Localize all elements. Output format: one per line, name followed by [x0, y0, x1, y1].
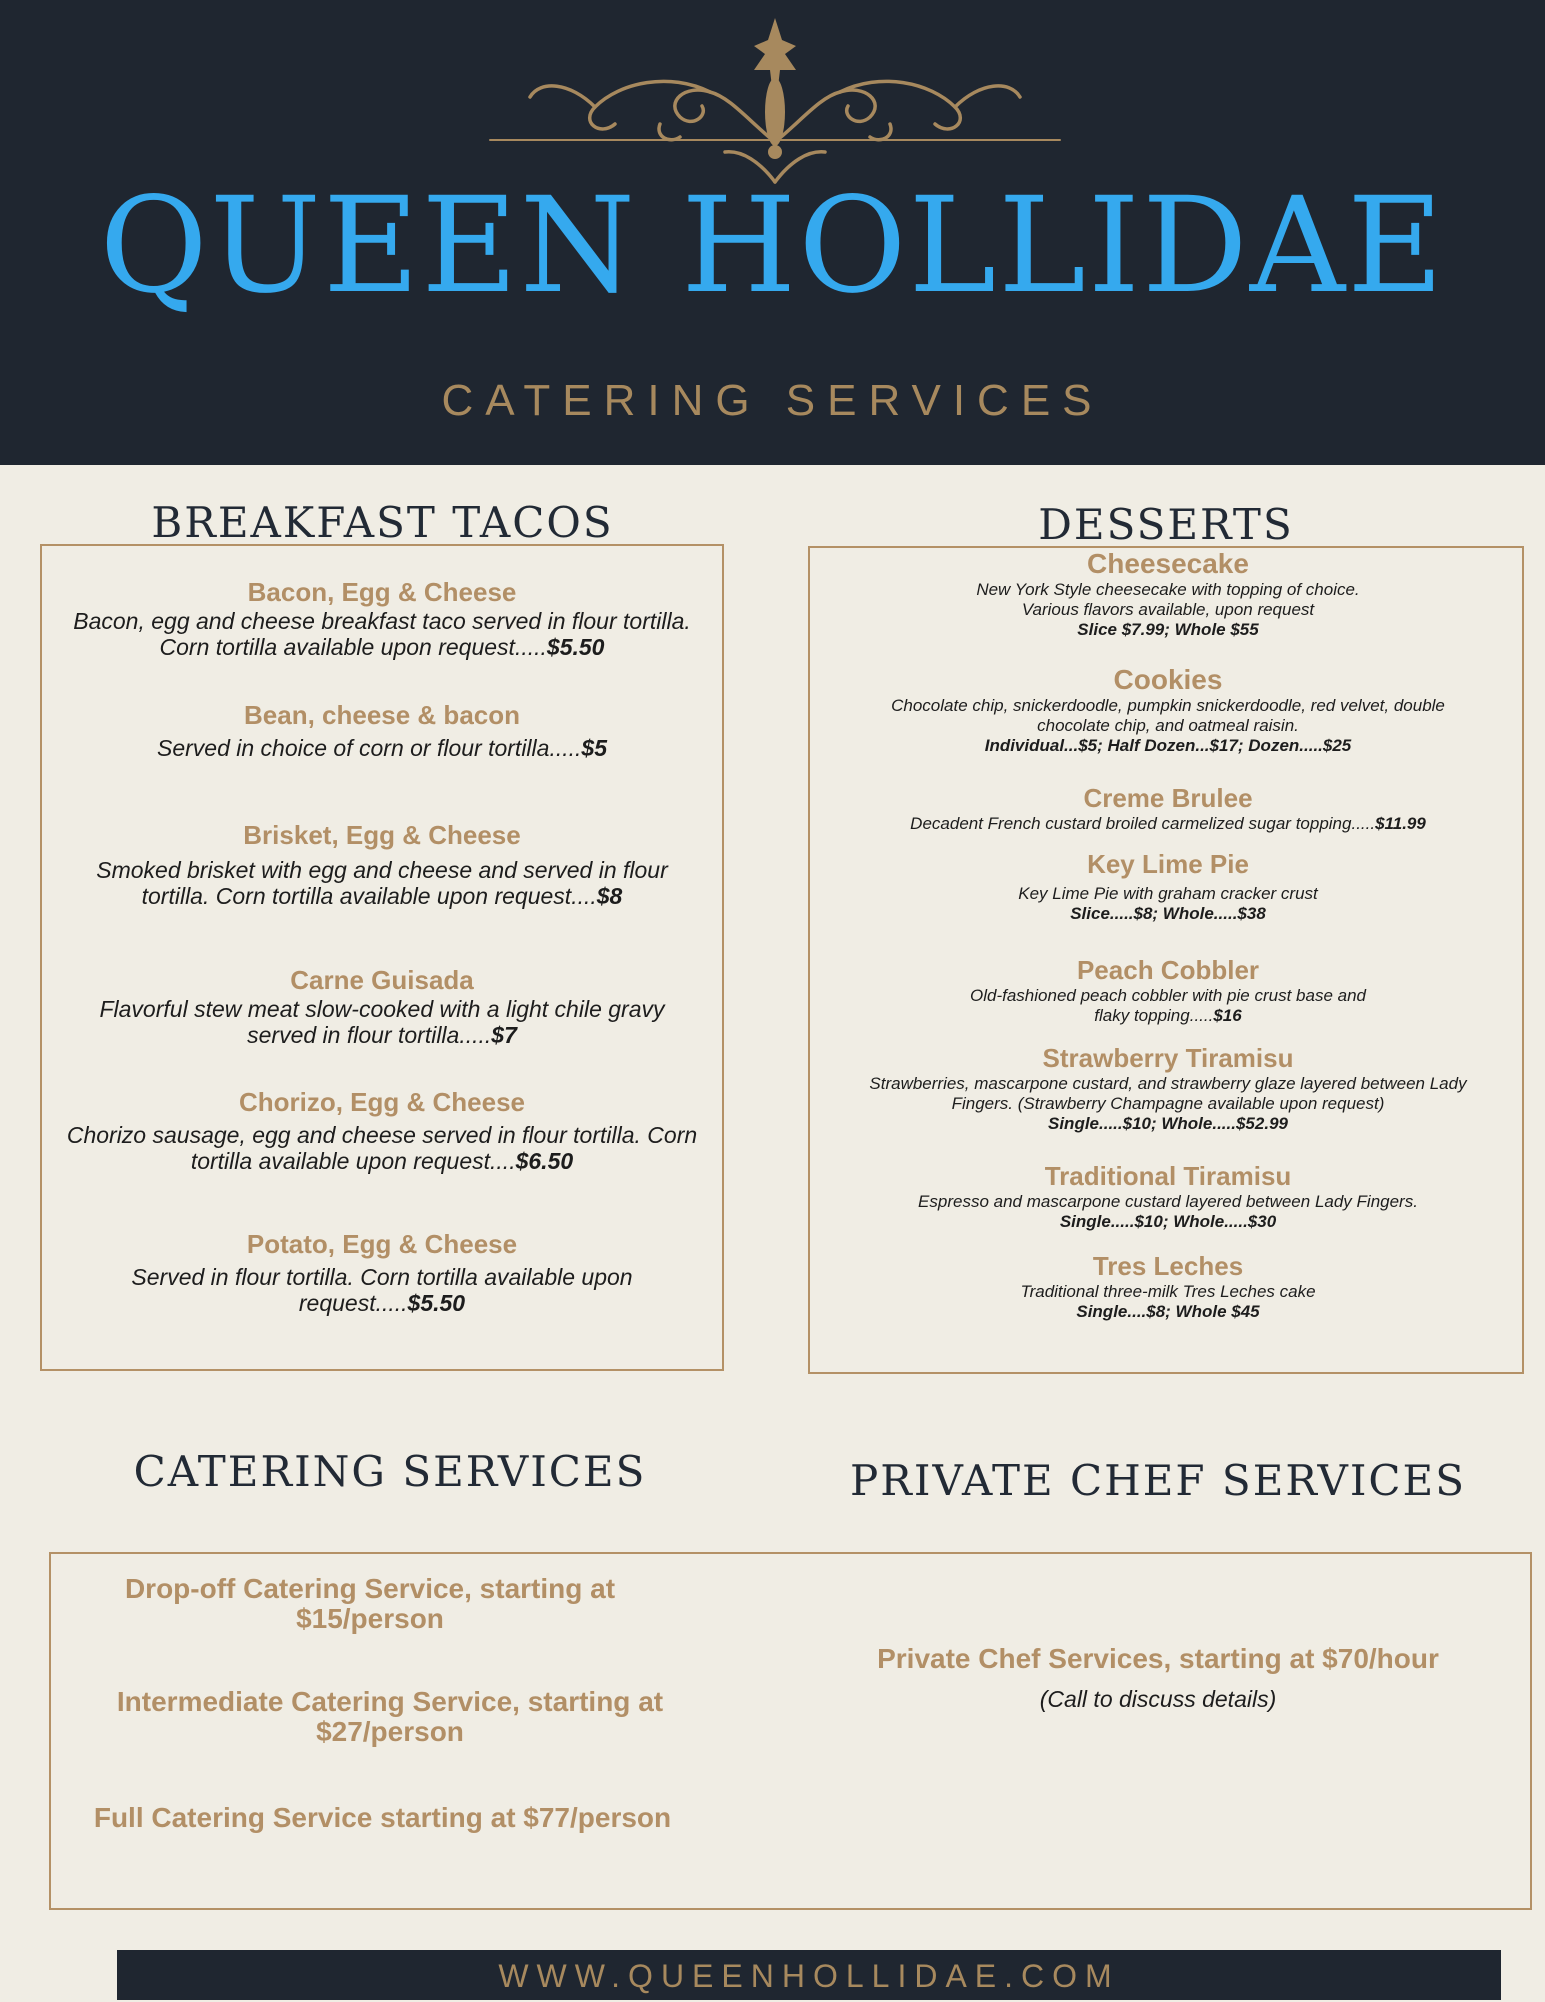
item-name: Traditional Tiramisu — [1044, 1161, 1292, 1191]
private-chef-offer: Private Chef Services, starting at $70/hour — [877, 1643, 1439, 1674]
item-description: Served in flour tortilla. Corn tortilla available upon request.....$5.50 — [131, 1264, 633, 1316]
item-price: Slice.....$8; Whole.....$38 — [1070, 904, 1266, 923]
item-name: Bean, cheese & bacon — [244, 700, 520, 730]
tagline: CATERING SERVICES — [441, 376, 1104, 425]
item-price: Individual...$5; Half Dozen...$17; Dozen.....$25 — [984, 736, 1352, 755]
item-description: Strawberries, mascarpone custard, and strawberry glaze layered between Lady Fingers. (Strawberry Champagne available upon request) — [869, 1074, 1467, 1113]
item-description: New York Style cheesecake with topping of choice. Various flavors available, upon request — [976, 580, 1360, 619]
gold-flourish-ornament-icon — [480, 12, 1070, 187]
item-name: Tres Leches — [1092, 1251, 1244, 1281]
item-price: $5 — [581, 735, 607, 761]
intermediate-catering-service: Intermediate Catering Service, starting at $27/person — [116, 1686, 664, 1747]
breakfast-tacos-title: BREAKFAST TACOS — [151, 498, 614, 547]
private-chef-services-title: PRIVATE CHEF SERVICES — [850, 1456, 1466, 1505]
catering-services-title: CATERING SERVICES — [133, 1447, 647, 1496]
menu-item — [830, 1160, 1506, 1232]
item-price: $5.50 — [546, 634, 605, 660]
menu-item — [62, 576, 702, 660]
menu-item — [830, 548, 1506, 640]
item-name: Bacon, Egg & Cheese — [247, 577, 517, 607]
item-price: Slice $7.99; Whole $55 — [1077, 620, 1259, 639]
menu-item — [830, 848, 1506, 924]
menu-item — [830, 664, 1506, 756]
item-price: $16 — [1213, 1006, 1242, 1025]
private-chef-note: (Call to discuss details) — [1039, 1686, 1277, 1712]
item-description: Flavorful stew meat slow-cooked with a light chile gravy served in flour tortilla.....$7 — [99, 996, 665, 1048]
item-description: Key Lime Pie with graham cracker crust — [1018, 884, 1318, 903]
item-name: Key Lime Pie — [1087, 849, 1249, 879]
menu-item — [102, 1228, 662, 1316]
item-description: Chocolate chip, snickerdoodle, pumpkin snickerdoodle, red velvet, double chocolate chip, and oatmeal raisin. — [891, 696, 1445, 735]
full-catering-service: Full Catering Service starting at $77/person — [93, 1802, 672, 1833]
item-price: Single....$8; Whole $45 — [1076, 1302, 1260, 1321]
menu-item — [830, 954, 1506, 1026]
item-name: Potato, Egg & Cheese — [246, 1229, 518, 1259]
desserts-title: DESSERTS — [1038, 500, 1294, 549]
item-description: Espresso and mascarpone custard layered between Lady Fingers. — [918, 1192, 1418, 1211]
desserts-box — [808, 546, 1524, 1374]
menu-item — [830, 782, 1506, 834]
item-price: $11.99 — [1375, 814, 1426, 833]
menu-item — [62, 819, 702, 909]
item-price: Single.....$10; Whole.....$52.99 — [1048, 1114, 1288, 1133]
item-description: Chorizo sausage, egg and cheese served in flour tortilla. Corn tortilla available upon request....$6.50 — [66, 1122, 698, 1174]
brand-name: QUEEN HOLLIDAE — [99, 169, 1446, 323]
item-price: $7 — [491, 1022, 517, 1048]
menu-item — [62, 964, 702, 1048]
item-price: $5.50 — [407, 1290, 466, 1316]
menu-item — [820, 1042, 1516, 1134]
item-name: Cookies — [1113, 664, 1223, 695]
item-description: Served in choice of corn or flour tortilla.....$5 — [156, 735, 607, 761]
menu-item — [62, 699, 702, 761]
item-description: Bacon, egg and cheese breakfast taco served in flour tortilla. Corn tortilla available upon request.....$5.50 — [73, 608, 691, 660]
item-description: Old-fashioned peach cobbler with pie crust base and flaky topping.....$16 — [970, 986, 1366, 1025]
item-name: Strawberry Tiramisu — [1042, 1043, 1294, 1073]
item-name: Brisket, Egg & Cheese — [243, 820, 521, 850]
breakfast-tacos-box — [40, 544, 724, 1371]
header-banner — [0, 0, 1545, 465]
website-footer: WWW.QUEENHOLLIDAE.COM — [117, 1950, 1501, 2000]
item-price: $6.50 — [515, 1148, 574, 1174]
item-name: Creme Brulee — [1083, 783, 1253, 813]
item-description: Decadent French custard broiled carmelized sugar topping.....$11.99 — [910, 814, 1426, 833]
menu-item — [830, 1250, 1506, 1322]
drop-off-catering-service: Drop-off Catering Service, starting at $15/person — [124, 1573, 616, 1634]
item-price: $8 — [596, 883, 623, 909]
item-name: Cheesecake — [1087, 548, 1249, 579]
item-description: Smoked brisket with egg and cheese and served in flour tortilla. Corn tortilla available upon request....$8 — [96, 857, 668, 909]
item-name: Carne Guisada — [290, 965, 474, 995]
item-price: Single.....$10; Whole.....$30 — [1059, 1212, 1277, 1231]
menu-item — [62, 1086, 702, 1174]
item-name: Chorizo, Egg & Cheese — [238, 1087, 526, 1117]
item-name: Peach Cobbler — [1076, 955, 1260, 985]
item-description: Traditional three-milk Tres Leches cake — [1020, 1282, 1316, 1301]
